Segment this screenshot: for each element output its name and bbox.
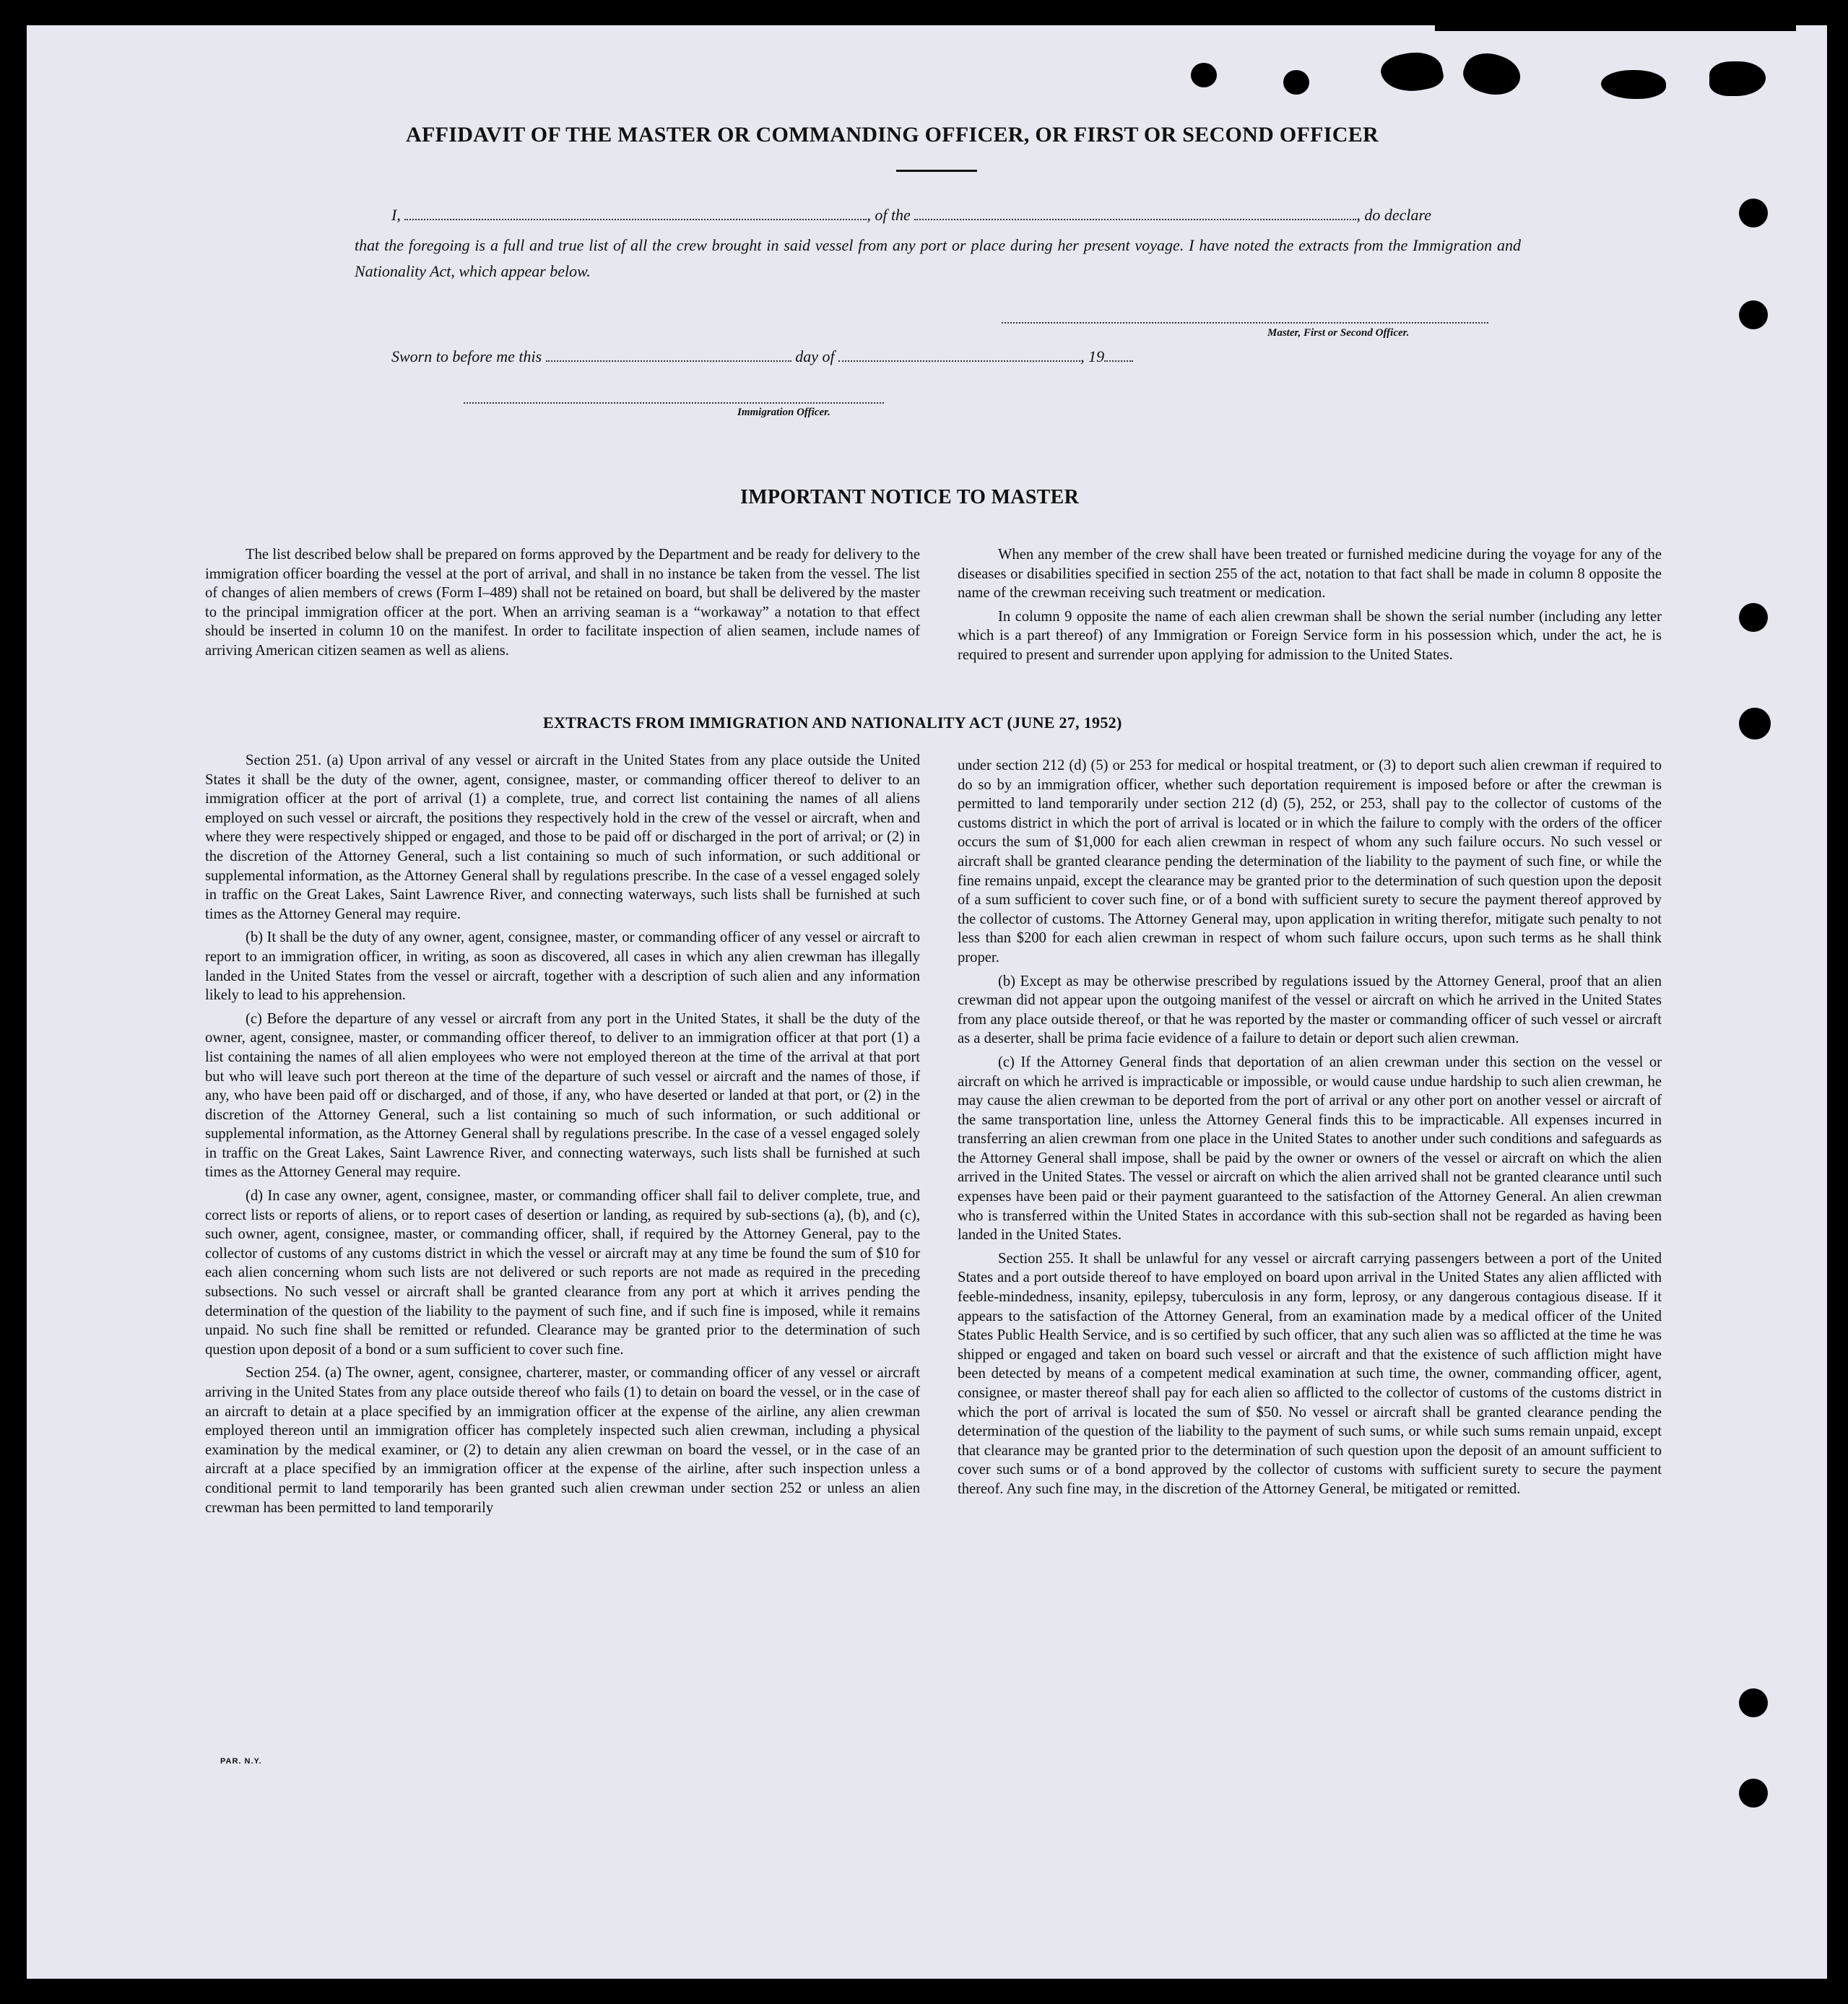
title-rule (896, 170, 977, 172)
notice-right-paragraph: In column 9 opposite the name of each alien crewman shall be shown the serial number (including any letter which is a part thereof) of any Immigration or Foreign Service form in his possession which, under the act, he is required to present and surrender upon applying for admission to the United States. (958, 608, 1662, 663)
name-blank[interactable] (404, 218, 867, 220)
declaration-mid: , of the (867, 206, 911, 224)
extracts-left-paragraph: Section 254. (a) The owner, agent, consignee, charterer, master, or commanding officer of any vessel or aircraft arriving in the United States from any place outside thereof who fails (1) to detain on board the vessel, or in the case of an aircraft to detain at a place specified by an immigration officer at the expense of the airline, any alien crewman employed thereon until an immigration officer has completely inspected such alien crewman, including a physical examination by the medical examiner, or (2) to detain any alien crewman on board the vessel, or in the case of an aircraft at a place specified by an immigration officer at the expense of the airline, after such inspection unless a conditional permit to land temporarily has been granted such alien crewman under section 252 or unless an alien crewman has been permitted to land temporarily (205, 1365, 920, 1516)
ink-blot (1459, 45, 1525, 103)
notice-left-paragraph: The list described below shall be prepared on forms approved by the Department and be ready for delivery to the immigration officer boarding the vessel at the port of arrival, and shall in no instance be taken from the vessel. The list of changes of alien members of crews (Form I–489) shall not be retained on board, but shall be delivered by the master to the principal immigration officer at the port. When an arriving seaman is a “workaway” a notation to that effect should be inserted in column 10 on the manifest. In order to facilitate inspection of alien seamen, include names of arriving American citizen seamen as well as aliens. (205, 547, 920, 659)
ink-blot (1378, 47, 1445, 97)
extracts-title: EXTRACTS FROM IMMIGRATION AND NATIONALITY ACT (JUNE 27, 1952) (543, 713, 1122, 732)
punch-hole (1739, 1688, 1768, 1717)
sworn-year-label: , 19 (1080, 347, 1105, 365)
vessel-blank[interactable] (914, 218, 1356, 220)
sworn-month-blank[interactable] (838, 360, 1080, 362)
document-page (27, 25, 1827, 1979)
notice-right-paragraph: When any member of the crew shall have been treated or furnished medicine during the voyage for any of the diseases or disabilities specified in section 255 of the act, notation to that fact shall be made in column 8 opposite the name of the crewman receiving such treatment or medication. (958, 547, 1662, 602)
sworn-day-label: day of (795, 347, 835, 365)
punch-hole (1739, 199, 1768, 227)
punch-hole (1739, 300, 1768, 329)
declaration-suffix: , do declare (1356, 206, 1431, 224)
extracts-left-paragraph: (c) Before the departure of any vessel or aircraft from any port in the United States, it shall be the duty of the owner, agent, consignee, master, or commanding officer thereof, to deliver to an immigration officer at that port (1) a list containing the names of all alien employees who were not employed thereon at the time of the arrival at that port but who will leave such port thereon at the time of the departure of such vessel or aircraft and the names of those, if any, who have been paid off or discharged, and of those, if any, who have deserted or landed at that port, or (2) in the discretion of the Attorney General, such a list containing so much of such information, or such additional or supplemental information, as the Attorney General shall by regulations prescribe. In the case of a vessel engaged solely in traffic on the Great Lakes, Saint Lawrence River, and connecting waterways, such lists shall be furnished at such times as the Attorney General may require. (205, 1010, 920, 1181)
declaration-statement: that the foregoing is a full and true list of all the crew brought in said vessel from any port or place during her present voyage. I have noted the extracts from the Immigration and Nationality Act, which appear below. (355, 236, 1521, 280)
ink-blot (1283, 70, 1309, 95)
torn-edge (1435, 25, 1796, 31)
punch-hole (1739, 708, 1771, 739)
ink-blot (1601, 70, 1666, 99)
sworn-year-blank[interactable] (1104, 360, 1133, 362)
sworn-line (391, 347, 1133, 366)
punch-hole (1739, 1779, 1768, 1808)
extracts-right-paragraph: under section 212 (d) (5) or 253 for medical or hospital treatment, or (3) to deport such alien crewman if required to do so by an immigration officer, whether such deportation requirement is imposed before or after the crewman is permitted to land temporarily under section 212 (d) (5), 252, or 253, shall pay to the collector of customs of the customs district in which the port of arrival is located or in which the failure to comply with the orders of the officer occurs the sum of $1,000 for each alien crewman in respect of whom any such failure occurs. No such vessel or aircraft shall be granted clearance pending the determination of the liability to the payment of such fine, or while the fine remains unpaid, except the clearance may be granted prior to the determination of such question upon the deposit of a sum sufficient to cover such fine, or of a bond with sufficient surety to secure the payment thereof approved by the collector of customs. The Attorney General may, upon application in writing therefor, mitigate such penalty to not less than $200 for each alien crewman in respect of whom such failure occurs, upon such terms as he shall think proper. (958, 758, 1662, 966)
extracts-left-column (205, 751, 920, 1522)
extracts-right-paragraph: (c) If the Attorney General finds that deportation of an alien crewman under this section on the vessel or aircraft on which he arrived is impracticable or impossible, or would cause undue hardship to such alien crewman, he may cause the alien crewman to be deported from the port of arrival or any other port on another vessel or aircraft of the same transportation line, unless the Attorney General finds this to be impracticable. All expenses incurred in transferring an alien crewman from one place in the United States to another under such conditions and safeguards as the Attorney General shall impose, shall be paid by the owner or owners of the vessel or aircraft on which the alien arrived in the United States. The vessel or aircraft on which the alien arrived shall not be granted clearance until such expenses have been paid or their payment guaranteed to the satisfaction of the Attorney General. An alien crewman who is transferred within the United States in accordance with this sub-section shall not be regarded as having been landed in the United States. (958, 1054, 1662, 1244)
extracts-left-paragraph: (b) It shall be the duty of any owner, agent, consignee, master, or commanding officer of any vessel or aircraft to report to an immigration officer, in writing, as soon as discovered, all cases in which any alien crewman has illegally landed in the United States from the vessel or aircraft, together with a description of such alien and any information likely to lead to his apprehension. (205, 929, 920, 1004)
notice-right-column (958, 545, 1662, 669)
extracts-right-column (958, 756, 1662, 1504)
extracts-right-paragraph: (b) Except as may be otherwise prescribed by regulations issued by the Attorney General, proof that an alien crewman did not appear upon the outgoing manifest of the vessel or aircraft on which he arrived in the United States from any place outside thereof, or that he was reported by the master or commanding officer of such vessel or aircraft as a deserter, shall be prima facie evidence of a failure to detain or deport such alien crewman. (958, 973, 1662, 1047)
master-signature-label: Master, First or Second Officer. (1267, 327, 1410, 339)
officer-signature-line[interactable] (464, 402, 884, 404)
extracts-left-paragraph: (d) In case any owner, agent, consignee, master, or commanding officer shall fail to deliver complete, true, and correct lists or reports of aliens, or to report cases of desertion or landing, as required by sub-sections (a), (b), and (c), such owner, agent, consignee, master, or commanding officer, shall, if required by the Attorney General, pay to the collector of customs of any customs district in which the vessel or aircraft may at any time be found the sum of $10 for each alien concerning whom such lists are not delivered or such reports are not made as required in the preceding subsections. No such vessel or aircraft shall be granted clearance from any port at which it arrives pending the determination of the question of the liability to the payment of such fine, and if such fine is imposed, while it remains unpaid. No such fine shall be remitted or refunded. Clearance may be granted prior to the determination of such question upon deposit of a bond or a sum sufficient to cover such fine. (205, 1188, 920, 1358)
printer-mark: PAR. N.Y. (220, 1757, 262, 1766)
sworn-prefix: Sworn to before me this (391, 347, 542, 365)
declaration-prefix: I, (391, 206, 401, 224)
notice-title: IMPORTANT NOTICE TO MASTER (740, 486, 1080, 508)
ink-blot (1191, 63, 1217, 87)
declaration-line (391, 206, 1518, 225)
sworn-day-blank[interactable] (546, 360, 791, 362)
ink-blot (1709, 61, 1766, 96)
notice-left-column (205, 545, 920, 665)
affidavit-title: AFFIDAVIT OF THE MASTER OR COMMANDING OFFICER, OR FIRST OR SECOND OFFICER (406, 123, 1379, 147)
officer-signature-label: Immigration Officer. (737, 407, 830, 418)
extracts-left-paragraph: Section 251. (a) Upon arrival of any vessel or aircraft in the United States from any place outside the United States it shall be the duty of the owner, agent, consignee, master, or commanding officer thereof to deliver to an immigration officer at the port of arrival (1) a complete, true, and correct list containing the names of all aliens employed on such vessel or aircraft, the positions they respectively hold in the crew of the vessel or aircraft, when and where they were respectively shipped or engaged, and those to be paid off or discharged in the port of arrival; or (2) in the discretion of the Attorney General, such a list containing so much of such information, or such additional or supplemental information, as the Attorney General shall by regulations prescribe. In the case of a vessel engaged solely in traffic on the Great Lakes, Saint Lawrence River, and connecting waterways, such lists shall be furnished at such times as the Attorney General may require. (205, 752, 920, 922)
master-signature-line[interactable] (1002, 321, 1488, 324)
punch-hole (1739, 603, 1768, 632)
extracts-right-paragraph: Section 255. It shall be unlawful for any vessel or aircraft carrying passengers between a port of the United States and a port outside thereof to have employed on board upon arrival in the United States any alien afflicted with feeble-mindedness, insanity, epilepsy, tuberculosis in any form, leprosy, or any dangerous contagious disease. If it appears to the satisfaction of the Attorney General, from an examination made by a medical officer of the United States Public Health Service, and is so certified by such officer, that any such alien was so afflicted at the time he was shipped or engaged and taken on board such vessel or aircraft and that the existence of such affliction might have been detected by means of a competent medical examination at such time, the owner, commanding officer, agent, consignee, or master thereof shall pay for each alien so afflicted to the collector of customs of the customs district in which the port of arrival is located the sum of $50. No vessel or aircraft shall be granted clearance pending the determination of the question of the liability to the payment of such sums, or while such sums remain unpaid, except that clearance may be granted prior to the determination of such question upon the deposit of an amount sufficient to cover such sums or of a bond approved by the collector of customs with sufficient surety to secure the payment thereof. Any such fine may, in the discretion of the Attorney General, be mitigated or remitted. (958, 1250, 1662, 1497)
